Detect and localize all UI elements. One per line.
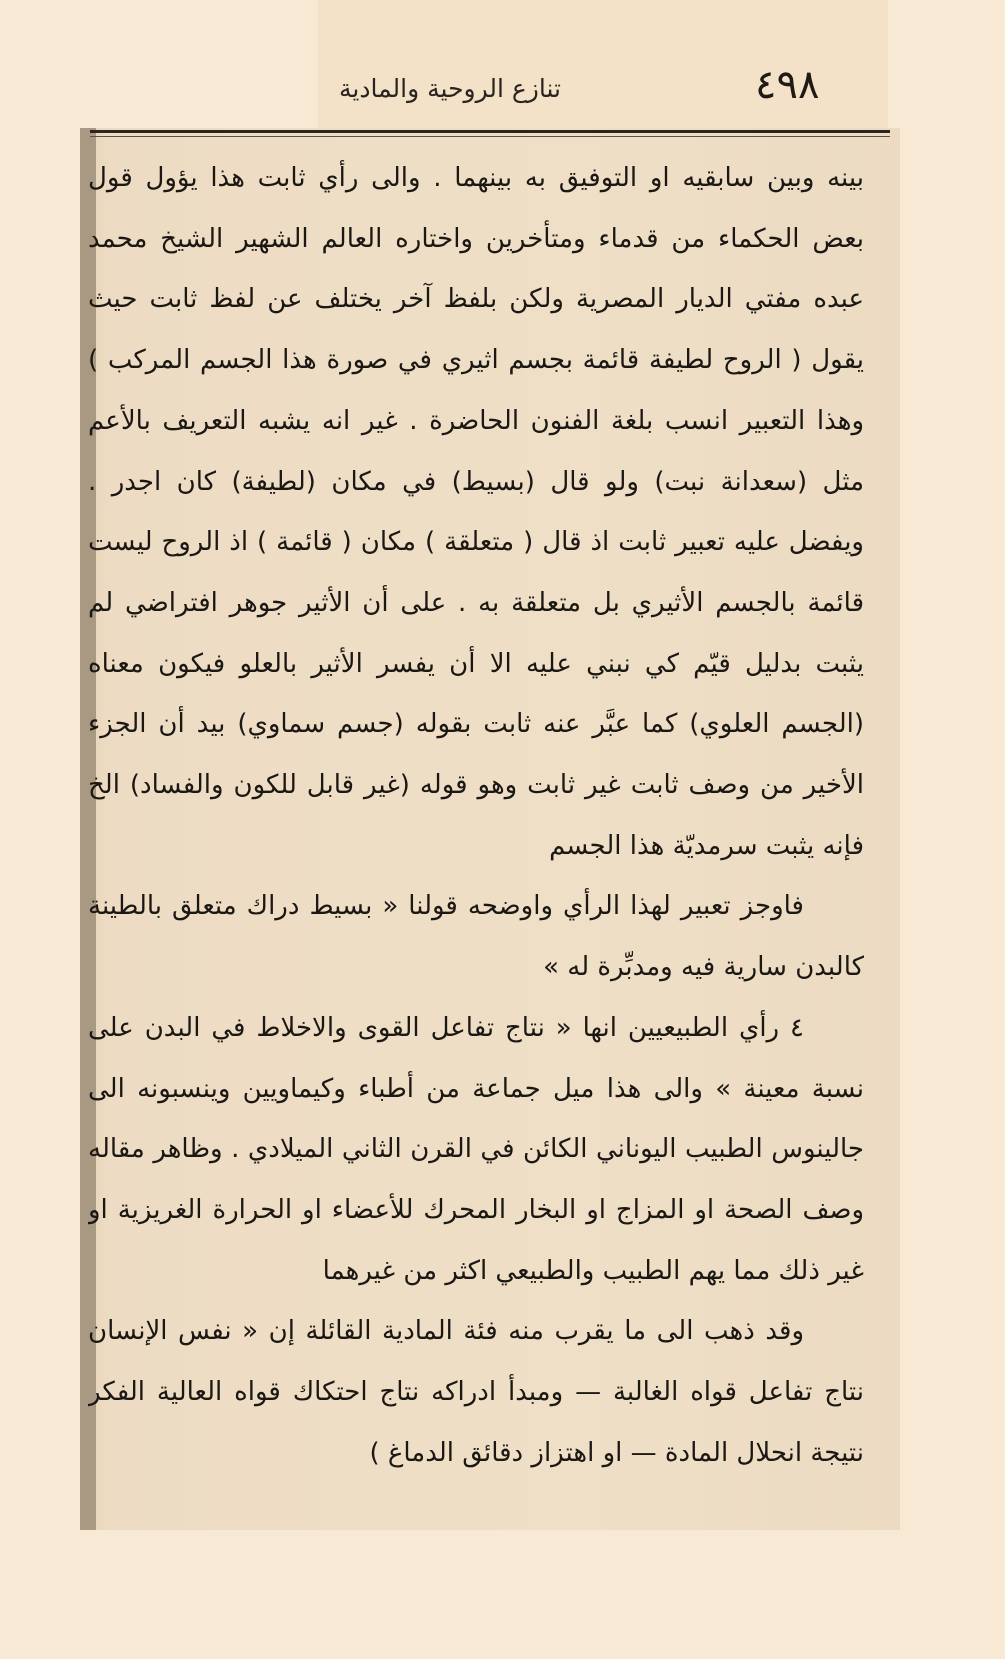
header-rule-thin — [90, 136, 890, 137]
body-text — [88, 148, 864, 1508]
paragraph-4: وقد ذهب الى ما يقرب منه فئة المادية القائلة إن « نفس الإنسان نتاج تفاعل قواه الغالبة — ومبدأ ادراكه نتاج احتكاك قواه العالية الفكر نتيجة انحلال المادة — او اهتزاز دقائق الدماغ ) — [88, 1316, 864, 1468]
page-number: ٤٩٨ — [755, 62, 820, 108]
paragraph-2: فاوجز تعبير لهذا الرأي واوضحه قولنا « بسيط دراك متعلق بالطينة كالبدن سارية فيه ومدبِّرة له » — [88, 891, 864, 983]
paragraph-3: ٤ رأي الطبيعيين انها « نتاج تفاعل القوى والاخلاط في البدن على نسبة معينة » والى هذا ميل جماعة من أطباء وكيماويين وينسبونه الى جالينوس الطبيب اليوناني الكائن في القرن الثاني الميلادي . وظاهر مقاله وصف الصحة او المزاج او البخار المحرك للأعضاء او الحرارة الغريزية او غير ذلك مما يهم الطبيب والطبيعي اكثر من غيرهما — [88, 1012, 864, 1286]
running-title: تنازع الروحية والمادية — [338, 74, 562, 103]
header-rule — [90, 130, 890, 133]
paragraph-1: بينه وبين سابقيه او التوفيق به بينهما . والى رأي ثابت هذا يؤول قول بعض الحكماء من قدماء ومتأخرين واختاره العالم الشهير الشيخ محمد عبده مفتي الديار المصرية ولكن بلفظ آخر يختلف عن لفظ ثابت حيث يقول ( الروح لطيفة قائمة بجسم اثيري في صورة هذا الجسم المركب ) وهذا التعبير انسب بلغة الفنون الحاضرة . غير انه يشبه التعريف بالأعم مثل (سعدانة نبت) ولو قال (بسيط) في مكان (لطيفة) كان اجدر . ويفضل عليه تعبير ثابت اذ قال ( متعلقة ) مكان ( قائمة ) اذ الروح ليست قائمة بالجسم الأثيري بل متعلقة به . على أن الأثير جوهر افتراضي لم يثبت بدليل قيّم كي نبني عليه الا أن يفسر الأثير بالعلو فيكون معناه (الجسم العلوي) كما عبَّر عنه ثابت بقوله (جسم سماوي) بيد أن الجزء الأخير من وصف ثابت غير ثابت وهو قوله (غير قابل للكون والفساد) الخ فإنه يثبت سرمديّة هذا الجسم — [88, 163, 864, 861]
